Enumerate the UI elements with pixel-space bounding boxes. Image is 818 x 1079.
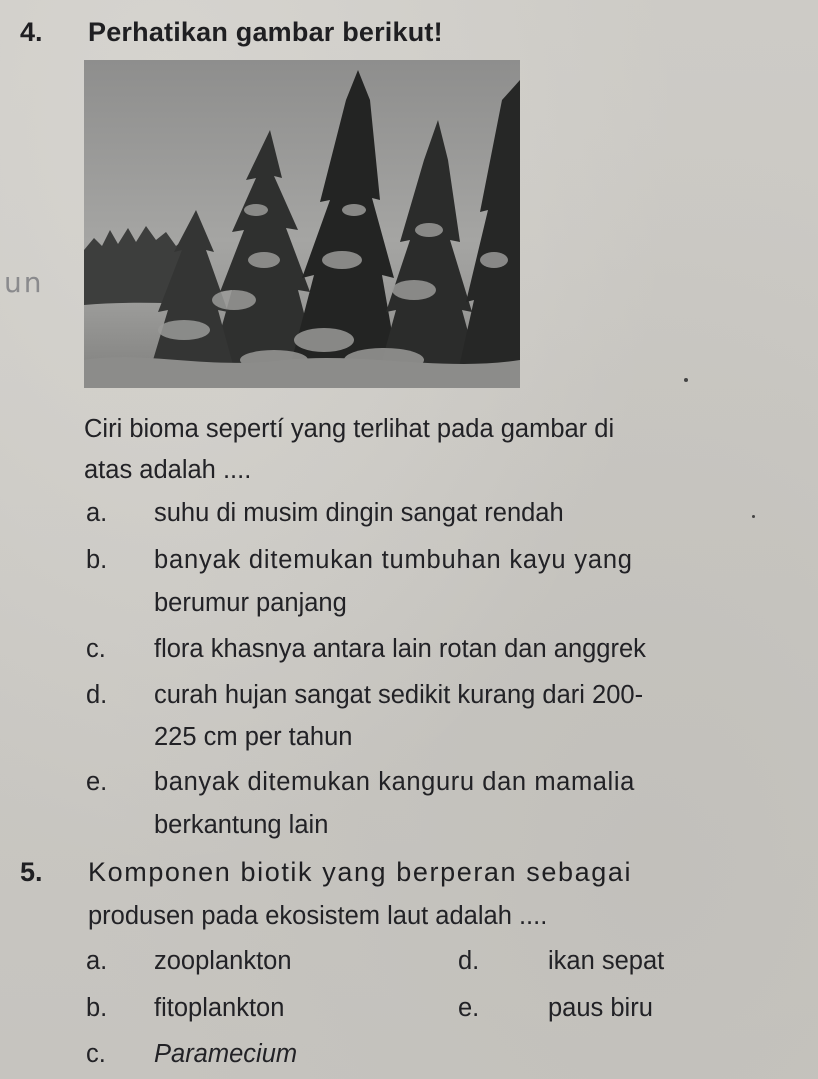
question-4-stem-line-2: atas adalah .... <box>84 456 252 484</box>
option-text-continued: 225 cm per tahun <box>154 723 353 751</box>
option-text: banyak ditemukan tumbuhan kayu yang <box>154 546 633 574</box>
option-letter: a. <box>86 499 108 527</box>
question-4-instruction: Perhatikan gambar berikut! <box>88 17 443 47</box>
stray-pen-dot <box>684 378 688 382</box>
stray-pen-dot <box>752 515 755 518</box>
option-text: Paramecium <box>154 1040 298 1068</box>
option-text: fitoplankton <box>154 994 285 1022</box>
option-text: paus biru <box>548 994 653 1022</box>
option-text: banyak ditemukan kanguru dan mamalia <box>154 768 635 796</box>
option-letter: e. <box>458 994 480 1022</box>
option-letter: b. <box>86 546 108 574</box>
option-text: ikan sepat <box>548 947 665 975</box>
option-letter: d. <box>458 947 480 975</box>
question-4-stem-line-1: Ciri bioma sepertí yang terlihat pada gambar di <box>84 415 615 443</box>
margin-handwriting: un <box>4 266 44 299</box>
option-letter: b. <box>86 994 108 1022</box>
option-letter: c. <box>86 1040 106 1068</box>
option-text-continued: berkantung lain <box>154 811 329 839</box>
option-letter: e. <box>86 768 108 796</box>
option-letter: d. <box>86 681 108 709</box>
option-letter: c. <box>86 635 106 663</box>
option-text: suhu di musim dingin sangat rendah <box>154 499 564 527</box>
question-5-stem-line-2: produsen pada ekosistem laut adalah .... <box>88 902 548 930</box>
snowy-conifer-forest-photo <box>84 60 520 388</box>
option-text: flora khasnya antara lain rotan dan anggrek <box>154 635 646 663</box>
question-4-number: 4. <box>20 17 43 47</box>
option-text: zooplankton <box>154 947 292 975</box>
option-text: curah hujan sangat sedikit kurang dari 200- <box>154 681 644 709</box>
question-5-number: 5. <box>20 857 43 887</box>
option-letter: a. <box>86 947 108 975</box>
question-5-stem-line-1: Komponen biotik yang berperan sebagai <box>88 857 633 887</box>
option-text-continued: berumur panjang <box>154 589 347 617</box>
